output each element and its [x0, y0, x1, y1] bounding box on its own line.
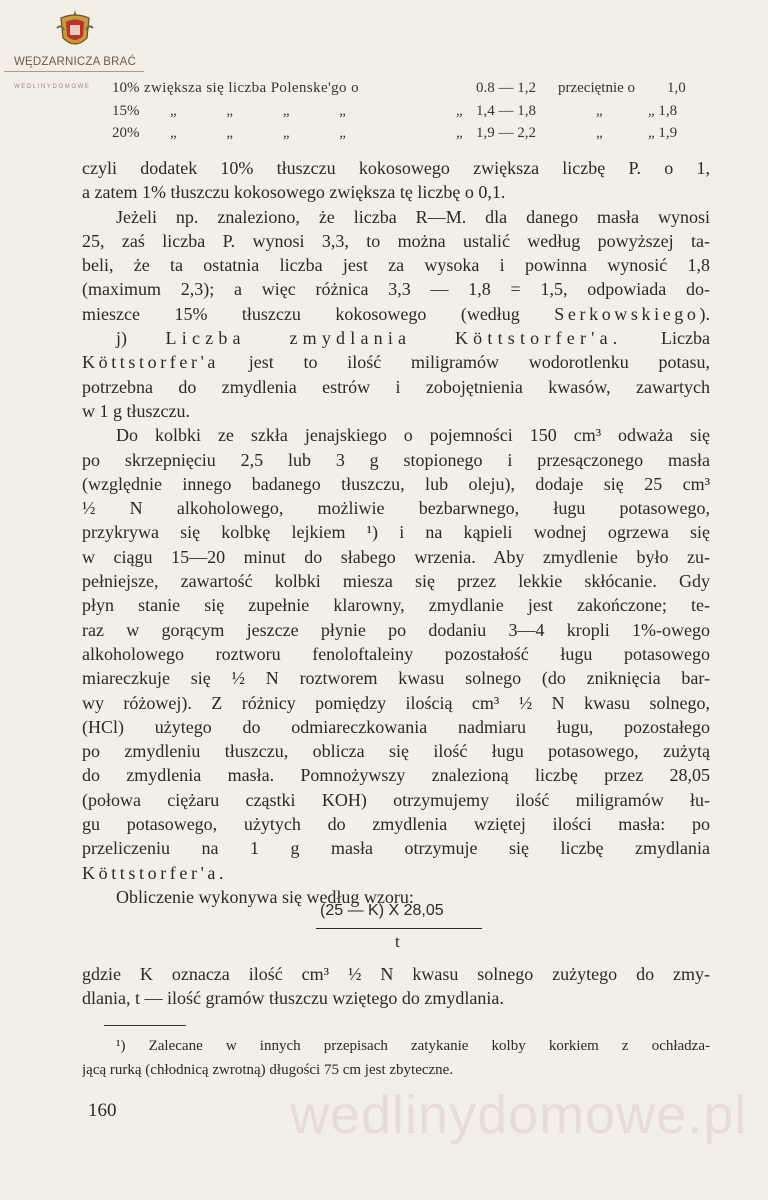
text-line: ½ N alkoholowego, możliwie bezbarwnego, ługu potasowego, [82, 498, 710, 519]
text-line: (maximum 2,3); a więc różnica 3,3 — 1,8 = 1,5, odpowiada do- [82, 279, 710, 300]
text-line: miareczkuje się ½ N roztworem kwasu solnego (do zniknięcia bar- [82, 668, 710, 689]
average-cell: „ 1,8 [648, 103, 678, 119]
author-name: Köttstorfer'a. [82, 862, 228, 883]
text-line: do zmydlenia masła. Pomnożywszy znalezioną liczbę przez 28,05 [82, 765, 710, 786]
text-line: (względnie innego badanego tłuszczu, lub oleju), dodaje się 25 cm³ [82, 473, 710, 494]
text-line: 25, zaś liczba P. wynosi 3,3, to można ustalić według powyższej ta- [82, 230, 710, 251]
percent-cell: 20% [112, 125, 140, 141]
average-cell: 1,0 [667, 80, 686, 96]
author-name: Serkowskiego [554, 303, 700, 324]
text-line [82, 350, 710, 374]
text-line: (HCl) użytego do odmiareczkowania nadmiaru ługu, pozostałego [82, 716, 710, 737]
text-line: (połowa ciężaru cząstki KOH) otrzymujemy ilość miligramów łu- [82, 789, 710, 810]
footnote [82, 1034, 710, 1082]
author-name: Köttstorfer'a [82, 352, 220, 373]
footnote-line: ¹) Zalecane w innych przepisach zatykanie kolby korkiem z ochładza- [116, 1038, 710, 1054]
brand-logo [10, 8, 140, 72]
text-line: alkoholowego roztworu fenoloftaleiny pozostałość ługu potasowego [82, 643, 710, 664]
text-line: przykrywa się kolbkę lejkiem ¹) i na kąpieli wodnej ogrzewa się [82, 522, 710, 543]
section-heading-line [82, 326, 710, 350]
watermark: wedlinydomowe.pl [290, 1085, 748, 1145]
label-cell: „ [596, 125, 603, 141]
text-line: raz w gorącym jeszcze płynie po dodaniu 3—4 kropli 1%-owego [82, 619, 710, 640]
text-span: ). [699, 303, 710, 324]
text-line [82, 861, 710, 885]
text-line: Obliczenie wykonywa się według wzoru: [116, 886, 414, 907]
text-span: jest to ilość miligramów wodorotlenku potasu, [248, 352, 710, 373]
text-span: mieszce 15% tłuszczu kokosowego (według [82, 303, 520, 324]
description-cell: zwiększa się liczba Polenske'go o [144, 80, 360, 96]
percent-cell: 15% [112, 103, 140, 119]
text-line: dlania, t — ilość gramów tłuszczu wziętego do zmydlania. [82, 988, 504, 1009]
range-cell: 0.8 — 1,2 [476, 80, 536, 96]
fraction-bar [316, 928, 482, 929]
text-line: czyli dodatek 10% tłuszczu kokosowego zwiększa liczbę P. o 1, [82, 158, 710, 178]
percent-cell: 10% [112, 80, 140, 96]
text-line: płyn stanie się zupełnie klarowny, zmydlanie jest zakończone; te- [82, 595, 710, 616]
text-line: po skrzepnięciu 2,5 lub 3 g stopionego i przesączonego masła [82, 449, 710, 470]
formula-numerator: (25 — K) X 28,05 [320, 902, 444, 919]
text-line: w ciągu 15—20 minut do słabego wrzenia. Aby zmydlenie było zu- [82, 546, 710, 567]
section-title: Liczba zmydlania Köttstorfer'a. [165, 328, 623, 349]
formula-denominator: t [395, 932, 400, 951]
page-number: 160 [88, 1100, 117, 1121]
text-line: w 1 g tłuszczu. [82, 400, 190, 421]
text-line: po zmydleniu tłuszczu, oblicza się ilość ługu potasowego, zużytą [82, 741, 710, 762]
text-line: a zatem 1% tłuszczu kokosowego zwiększa tę liczbę o 0,1. [82, 182, 506, 203]
description-cell: „ „ „ „ [170, 125, 346, 141]
text-line: beli, że ta ostatnia liczba jest za wysoka i powinna wynosić 1,8 [82, 255, 710, 276]
body-text-end [82, 962, 710, 1011]
range-cell: 1,4 — 1,8 [476, 103, 536, 119]
text-line [82, 302, 710, 326]
brand-divider [4, 71, 144, 72]
label-cell: „ [596, 103, 603, 119]
label-cell: przeciętnie o [558, 80, 636, 96]
footnote-divider [104, 1025, 186, 1026]
text-line: pełniejsze, zawartość kolbki miesza się przez lekkie skłócanie. Gdy [82, 571, 710, 592]
text-line: przeliczeniu na 1 g masła otrzymuje się liczbę zmydlania [82, 838, 710, 859]
text-line: gdzie K oznacza ilość cm³ ½ N kwasu solnego zużytego do zmy- [82, 964, 710, 984]
text-line: gu potasowego, użytych do zmydlenia wziętej ilości masła: po [82, 814, 710, 835]
footnote-line: jącą rurką (chłodnicą zwrotną) długości 75 cm jest zbyteczne. [82, 1062, 454, 1078]
body-text [82, 156, 710, 909]
text-line: potrzebna do zmydlenia estrów i zobojętnienia kwasów, zawartych [82, 376, 710, 397]
text-line: Jeżeli np. znaleziono, że liczba R—M. dla danego masła wynosi [116, 206, 710, 227]
average-cell: „ 1,9 [648, 125, 678, 141]
crest-icon [55, 8, 95, 52]
range-cell: 1,9 — 2,2 [476, 125, 536, 141]
section-label: j) [116, 328, 127, 349]
text-span: Liczba [661, 328, 710, 349]
brand-subtitle: WEDLINYDOMOWE [14, 84, 91, 90]
brand-name: WĘDZARNICZA BRAĆ [13, 56, 137, 68]
text-line: wy różowej). Z różnicy pomiędzy ilością cm³ ½ N kwasu solnego, [82, 692, 710, 713]
o-cell: „ [456, 103, 463, 119]
text-line: Do kolbki ze szkła jenajskiego o pojemności 150 cm³ odważa się [116, 425, 710, 446]
o-cell: „ [456, 125, 463, 141]
description-cell: „ „ „ „ [170, 103, 346, 119]
